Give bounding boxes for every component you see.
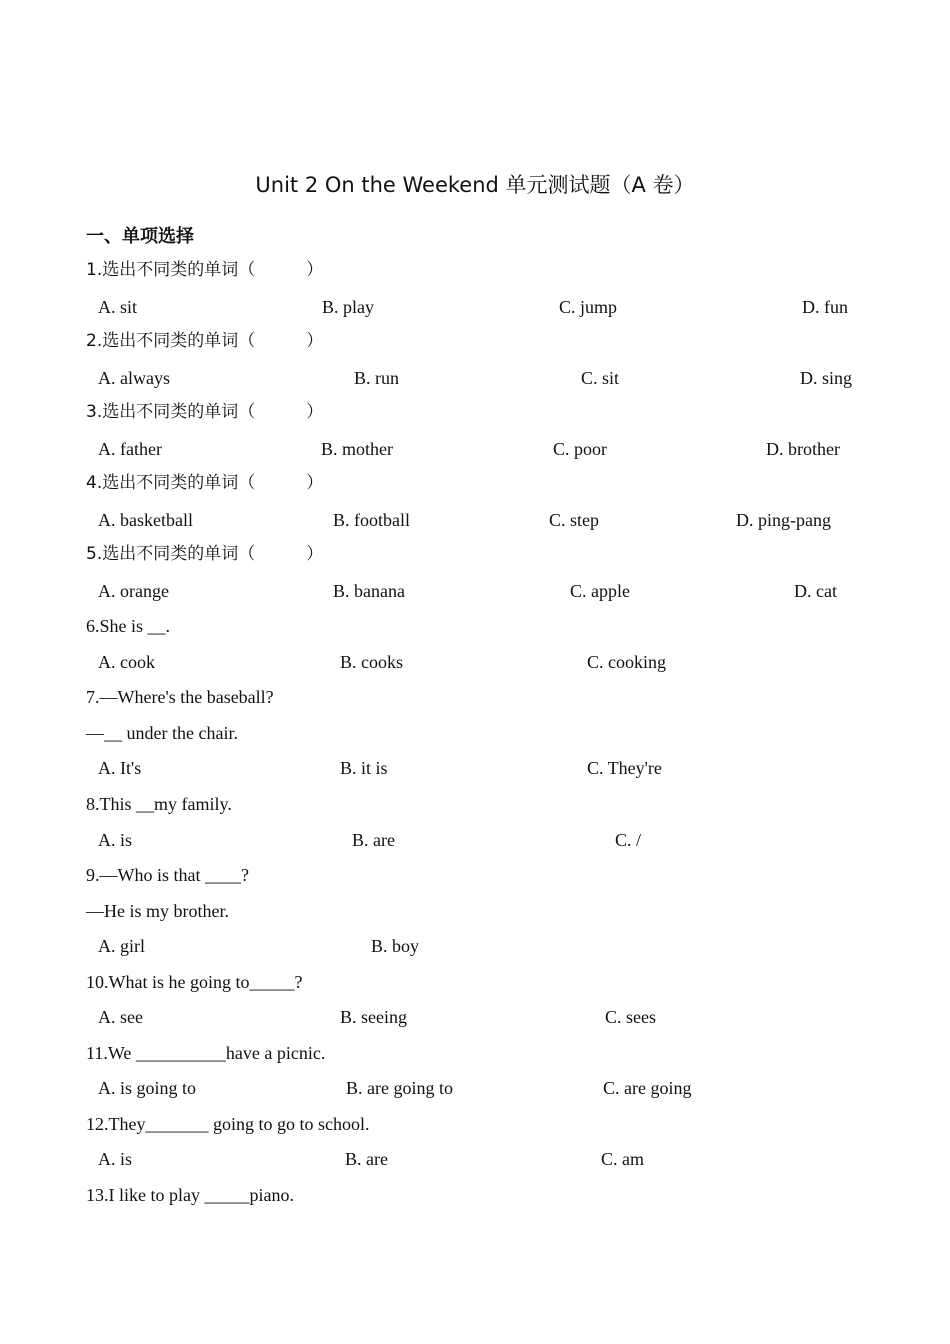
question-7-stem: 7.—Where's the baseball? bbox=[86, 687, 274, 707]
q3-option-b: B. mother bbox=[321, 439, 393, 459]
q12-option-b: B. are bbox=[345, 1149, 388, 1169]
question-9-stem: 9.—Who is that ____? bbox=[86, 865, 249, 885]
q2-option-b: B. run bbox=[354, 368, 399, 388]
q7-option-a: A. It's bbox=[98, 758, 142, 778]
q4-option-c: C. step bbox=[549, 510, 600, 530]
q1-option-c: C. jump bbox=[559, 297, 618, 317]
q9-option-b: B. boy bbox=[371, 936, 420, 956]
page-title: Unit 2 On the Weekend 单元测试题（A 卷） bbox=[255, 173, 695, 197]
question-10-stem: 10.What is he going to_____? bbox=[86, 972, 303, 992]
question-4-stem: 4.选出不同类的单词（ ） bbox=[86, 473, 324, 493]
question-12-stem: 12.They_______ going to go to school. bbox=[86, 1114, 370, 1134]
q6-option-a: A. cook bbox=[98, 652, 155, 672]
q12-option-c: C. am bbox=[601, 1149, 644, 1169]
question-5-stem: 5.选出不同类的单词（ ） bbox=[86, 544, 324, 564]
q8-option-a: A. is bbox=[98, 830, 133, 850]
question-11-stem: 11.We __________have a picnic. bbox=[86, 1043, 326, 1063]
q8-option-c: C. / bbox=[615, 830, 642, 850]
q9-option-a: A. girl bbox=[98, 936, 145, 956]
q8-option-b: B. are bbox=[352, 830, 395, 850]
question-1-stem: 1.选出不同类的单词（ ） bbox=[86, 260, 324, 280]
q2-option-c: C. sit bbox=[581, 368, 620, 388]
q3-option-a: A. father bbox=[98, 439, 162, 459]
question-3-stem: 3.选出不同类的单词（ ） bbox=[86, 402, 324, 422]
q1-option-d: D. fun bbox=[802, 297, 848, 317]
q3-option-d: D. brother bbox=[766, 439, 840, 459]
q5-option-c: C. apple bbox=[570, 581, 630, 601]
q7-option-c: C. They're bbox=[587, 758, 662, 778]
q5-option-d: D. cat bbox=[794, 581, 837, 601]
question-6-stem: 6.She is __. bbox=[86, 616, 171, 636]
q12-option-a: A. is bbox=[98, 1149, 133, 1169]
q3-option-c: C. poor bbox=[553, 439, 607, 459]
q1-option-b: B. play bbox=[322, 297, 374, 317]
q10-option-b: B. seeing bbox=[340, 1007, 407, 1027]
q6-option-c: C. cooking bbox=[587, 652, 666, 672]
q5-option-a: A. orange bbox=[98, 581, 169, 601]
question-13-stem: 13.I like to play _____piano. bbox=[86, 1185, 294, 1205]
q11-option-a: A. is going to bbox=[98, 1078, 197, 1098]
q1-option-a: A. sit bbox=[98, 297, 138, 317]
section-heading: 一、单项选择 bbox=[86, 226, 194, 247]
q4-option-d: D. ping-pang bbox=[736, 510, 831, 530]
q4-option-a: A. basketball bbox=[98, 510, 193, 530]
q6-option-b: B. cooks bbox=[340, 652, 403, 672]
question-2-stem: 2.选出不同类的单词（ ） bbox=[86, 331, 324, 351]
q11-option-c: C. are going bbox=[603, 1078, 692, 1098]
question-7-stem-line2: —__ under the chair. bbox=[86, 723, 238, 743]
q2-option-a: A. always bbox=[98, 368, 170, 388]
q5-option-b: B. banana bbox=[333, 581, 405, 601]
question-9-stem-line2: —He is my brother. bbox=[86, 901, 229, 921]
q10-option-a: A. see bbox=[98, 1007, 143, 1027]
q10-option-c: C. sees bbox=[605, 1007, 656, 1027]
q7-option-b: B. it is bbox=[340, 758, 388, 778]
q4-option-b: B. football bbox=[333, 510, 410, 530]
q2-option-d: D. sing bbox=[800, 368, 853, 388]
question-8-stem: 8.This __my family. bbox=[86, 794, 232, 814]
q11-option-b: B. are going to bbox=[346, 1078, 453, 1098]
